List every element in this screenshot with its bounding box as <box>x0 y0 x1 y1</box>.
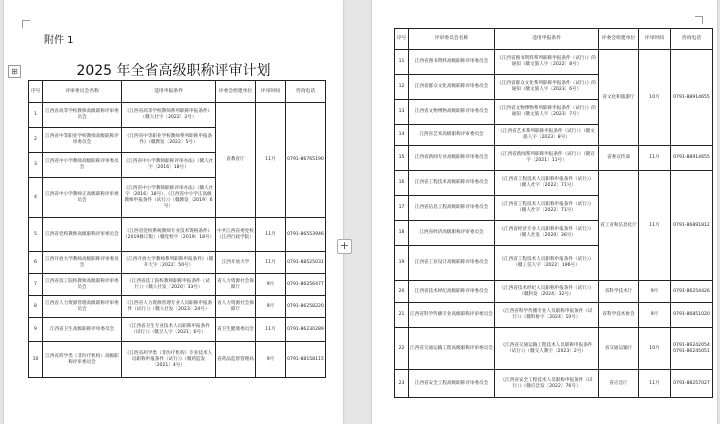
evaluation-plan-table-right <box>394 28 713 398</box>
table-row <box>395 146 713 171</box>
cell-unit: 省科学技术厅 <box>599 281 639 303</box>
evaluation-plan-table-left <box>28 80 326 378</box>
cell-committee: 江西省中等职业学校教师高级职称评审委员会 <box>43 128 122 153</box>
cell-no: 14 <box>395 125 409 146</box>
header-phone: 咨询电话 <box>671 29 713 50</box>
cell-conditions: 《江西省人力资源管理专业人员职称申报条件（试行）》（赣人社发〔2023〕24号） <box>122 296 216 318</box>
cell-time: 11月 <box>639 171 671 281</box>
table-row <box>395 281 713 303</box>
cell-conditions: 《江西省党校系统教师专业技术资格条件》（2019修订版）（赣党校字〔2019〕18号） <box>122 218 216 252</box>
cell-committee: 江西省经济高级职称评审委员会 <box>409 221 495 246</box>
cell-committee: 江西省新闻专业高级职称评审委员会 <box>409 146 495 171</box>
header-conditions: 适用申报条件 <box>122 81 216 103</box>
cell-unit: 省教育厅 <box>216 103 256 218</box>
cell-conditions: 《江西省群众文化系列职称申报条件（试行）》的通知（赣文旅人字〔2023〕6号） <box>495 75 599 100</box>
table-row <box>395 171 713 196</box>
table-row <box>29 103 326 128</box>
cell-committee: 江西省技术经纪高级职称评审委员会 <box>409 281 495 303</box>
cell-no: 6 <box>29 252 43 274</box>
cell-unit: 中共江西省委党校（江西行政学院） <box>216 218 256 252</box>
cell-phone: 0791-86553946 <box>286 218 326 252</box>
table-row <box>29 296 326 318</box>
cell-time: 9月 <box>256 274 286 296</box>
cell-conditions: 《江西省中小学教师职称评审办法》（赣人社字〔2016〕18号），《江西省中小学正高级教师申报条件（试行）》（赣教发〔2019〕6号） <box>122 178 216 218</box>
cell-committee: 江西省卫生高级职称评审委员会 <box>43 318 122 342</box>
cell-phone: 0791-88914655 <box>671 146 713 171</box>
cell-unit: 省交通运输厅 <box>599 328 639 370</box>
cell-unit: 省工业和信息化厅 <box>599 171 639 281</box>
cell-committee: 江西省信息工程高级职称评审委员会 <box>409 196 495 221</box>
table-row <box>29 274 326 296</box>
cell-phone: 0791-86258220 <box>286 296 326 318</box>
cell-phone: 0791-88914655 <box>671 50 713 146</box>
cell-no: 1 <box>29 103 43 128</box>
cell-phone: 0791-86230289 <box>286 318 326 342</box>
cell-no: 4 <box>29 178 43 218</box>
cell-no: 12 <box>395 75 409 100</box>
cell-committee: 江西省党校教师高级职称评审委员会 <box>43 218 122 252</box>
cell-committee: 江西省工业设计高级职称评审委员会 <box>409 246 495 281</box>
table-header-row <box>29 81 326 103</box>
cell-conditions: 《江西省经济专业人员职称申报条件（试行）》（赣人社发〔2020〕36号） <box>495 221 599 246</box>
table-row <box>29 252 326 274</box>
cell-no: 16 <box>395 171 409 196</box>
cell-phone: 0791-86254426 <box>671 281 713 303</box>
cell-committee: 江西省高等学校教师高级职称评审委员会 <box>43 103 122 128</box>
cell-conditions: 《江西省技术经纪人员职称申报条件（试行）》（赣科发〔2024〕32号） <box>495 281 599 303</box>
cell-time: 10月 <box>639 50 671 146</box>
page-corner-mark <box>695 16 703 24</box>
cell-committee: 江西省中小学教师正高级职称评审委员会 <box>43 178 122 218</box>
cell-committee: 江西省图书资料高级职称评审委员会 <box>409 50 495 75</box>
cell-no: 21 <box>395 303 409 328</box>
cell-conditions: 《江西省中等职业学校教师系列职称申报条件》（赣教发〔2022〕5号） <box>122 128 216 153</box>
header-committee: 评审委员会名称 <box>43 81 122 103</box>
page-corner-mark <box>22 20 30 28</box>
cell-committee: 江西省文物博物高级职称评审委员会 <box>409 100 495 125</box>
cell-time: 10月 <box>639 328 671 370</box>
cell-conditions: 《江西省图书资料系列职称申报条件（试行）》的通知（赣文旅人字〔2022〕8号） <box>495 50 599 75</box>
cell-time: 9月 <box>639 281 671 303</box>
cell-no: 10 <box>29 342 43 378</box>
header-unit: 评委会组建单位 <box>599 29 639 50</box>
cell-no: 11 <box>395 50 409 75</box>
cell-conditions: 《江西省工程技术人员职称申报条件（试行）》（赣人社字〔2022〕71号） <box>495 171 599 196</box>
cell-no: 5 <box>29 218 43 252</box>
cell-phone: 0791-86256477 <box>286 274 326 296</box>
cell-conditions: 《江西开放大学教师系列职称申报条件》（赣开大字〔2022〕50号） <box>122 252 216 274</box>
header-no: 序号 <box>29 81 43 103</box>
cell-unit: 省文化和旅游厅 <box>599 50 639 146</box>
table-row <box>395 328 713 370</box>
cell-conditions: 《江西省交通运输工程技术人员职称申报条件（试行）》（赣交人教字〔2023〕2号） <box>495 328 599 370</box>
cell-no: 20 <box>395 281 409 303</box>
cell-conditions: 《江西省药学类（非医疗机构）专业技术人员职称申报条件（试行）》（赣药监发〔2021〕4号） <box>122 342 216 378</box>
attachment-label: 附件 1 <box>44 35 74 46</box>
cell-phone: 0791-86242054 0791-86245051 <box>671 328 713 370</box>
add-icon[interactable]: + <box>337 239 352 254</box>
cell-time: 11月 <box>639 370 671 398</box>
cell-no: 3 <box>29 153 43 178</box>
header-committee: 评审委员会名称 <box>409 29 495 50</box>
table-row <box>29 218 326 252</box>
cell-conditions: 《江西省文物博物系列职称申报条件（试行）》的通知（赣文旅人字〔2023〕7号） <box>495 100 599 125</box>
table-row <box>29 318 326 342</box>
header-time: 评审时间 <box>256 81 286 103</box>
cell-committee: 江西省科学传播专业高级职称评审委员会 <box>409 303 495 328</box>
cell-phone: 0791-88525031 <box>286 252 326 274</box>
cell-conditions: 《江西省卫生专业技术人员职称申报条件（试行）》（赣卫人字〔2021〕6号） <box>122 318 216 342</box>
cell-committee: 江西省人力资源管理高级职称评审委员会 <box>43 296 122 318</box>
cell-time: 9月 <box>256 342 286 378</box>
table-row <box>395 50 713 75</box>
cell-time: 11月 <box>256 318 286 342</box>
cell-conditions: 《江西省新闻系列职称申报条件（试行）》（赣宣字〔2021〕11号） <box>495 146 599 171</box>
cell-no: 18 <box>395 221 409 246</box>
cell-phone: 0791-88158115 <box>286 342 326 378</box>
cell-phone: 0791-86891812 <box>671 171 713 281</box>
cell-committee: 江西省技工院校教师高级职称评审委员会 <box>43 274 122 296</box>
cell-no: 8 <box>29 296 43 318</box>
cell-time: 11月 <box>256 252 286 274</box>
cell-no: 13 <box>395 100 409 125</box>
header-conditions: 适用申报条件 <box>495 29 599 50</box>
cell-committee: 江西省中小学教师高级职称评审委员会 <box>43 153 122 178</box>
cell-no: 23 <box>395 370 409 398</box>
cell-phone: 0791-86851020 <box>671 303 713 328</box>
cell-unit: 省人力资源社会保障厅 <box>216 274 256 296</box>
cell-committee: 江西省交通运输工程高级职称评审委员会 <box>409 328 495 370</box>
table-move-handle-icon[interactable]: ⊞ <box>8 65 21 78</box>
cell-unit: 省科学技术协会 <box>599 303 639 328</box>
cell-conditions: 《江西省科学传播专业人员职称申报条件（试行）》（赣科协字〔2024〕10号） <box>495 303 599 328</box>
cell-time: 11月 <box>256 103 286 218</box>
cell-phone: 0791-88257027 <box>671 370 713 398</box>
cell-no: 7 <box>29 274 43 296</box>
cell-unit: 省卫生健康委员会 <box>216 318 256 342</box>
table-header-row <box>395 29 713 50</box>
document-title: 2025 年全省高级职称评审计划 <box>76 63 271 79</box>
table-row <box>395 370 713 398</box>
cell-no: 17 <box>395 196 409 221</box>
cell-no: 19 <box>395 246 409 281</box>
cell-no: 2 <box>29 128 43 153</box>
table-row <box>395 303 713 328</box>
cell-no: 9 <box>29 318 43 342</box>
table-row <box>29 342 326 378</box>
cell-committee: 江西开放大学教师高级职称评审委员会 <box>43 252 122 274</box>
cell-conditions: 《江西省艺术系列职称申报条件（试行）》（赣文旅人字〔2023〕8号） <box>495 125 599 146</box>
cell-no: 15 <box>395 146 409 171</box>
cell-phone: 0791-86765190 <box>286 103 326 218</box>
header-phone: 咨询电话 <box>286 81 326 103</box>
cell-time: 11月 <box>256 218 286 252</box>
cell-committee: 江西省工程技术高级职称评审委员会 <box>409 171 495 196</box>
cell-committee: 江西省安全工程高级职称评审委员会 <box>409 370 495 398</box>
cell-time: 9月 <box>256 296 286 318</box>
header-unit: 评委会组建单位 <box>216 81 256 103</box>
header-time: 评审时间 <box>639 29 671 50</box>
cell-conditions: 《江西省工程技术人员职称申报条件（试行）》（赣人社字〔2022〕71号） <box>495 196 599 221</box>
cell-unit: 省应急厅 <box>599 370 639 398</box>
cell-time: 11月 <box>639 146 671 171</box>
cell-committee: 江西省艺术高级职称评审委员会 <box>409 125 495 146</box>
cell-conditions: 《江西省安全工程技术人员职称申报条件（试行）》（赣应急发〔2022〕76号） <box>495 370 599 398</box>
cell-unit: 江西开放大学 <box>216 252 256 274</box>
cell-committee: 江西省群众文化高级职称评审委员会 <box>409 75 495 100</box>
cell-conditions: 《江西省中小学教师职称评审办法》（赣人社字〔2016〕18号） <box>122 153 216 178</box>
cell-time: 9月 <box>639 303 671 328</box>
cell-no: 22 <box>395 328 409 370</box>
cell-committee: 江西省药学类（非医疗机构）高级职称评审委员会 <box>43 342 122 378</box>
header-no: 序号 <box>395 29 409 50</box>
cell-conditions: 《江西省技工院校教师职称申报条件（试行）》（赣人社发〔2020〕33号） <box>122 274 216 296</box>
cell-unit: 省药品监督管理局 <box>216 342 256 378</box>
cell-conditions: 《江西省工程技术人员职称申报条件（试行）》（赣工信人字〔2022〕196号） <box>495 246 599 281</box>
cell-unit: 省人力资源社会保障厅 <box>216 296 256 318</box>
cell-conditions: 《江西省高等学校教师系列职称申报条件》（赣人社字〔2022〕2号） <box>122 103 216 128</box>
cell-unit: 省委宣传部 <box>599 146 639 171</box>
